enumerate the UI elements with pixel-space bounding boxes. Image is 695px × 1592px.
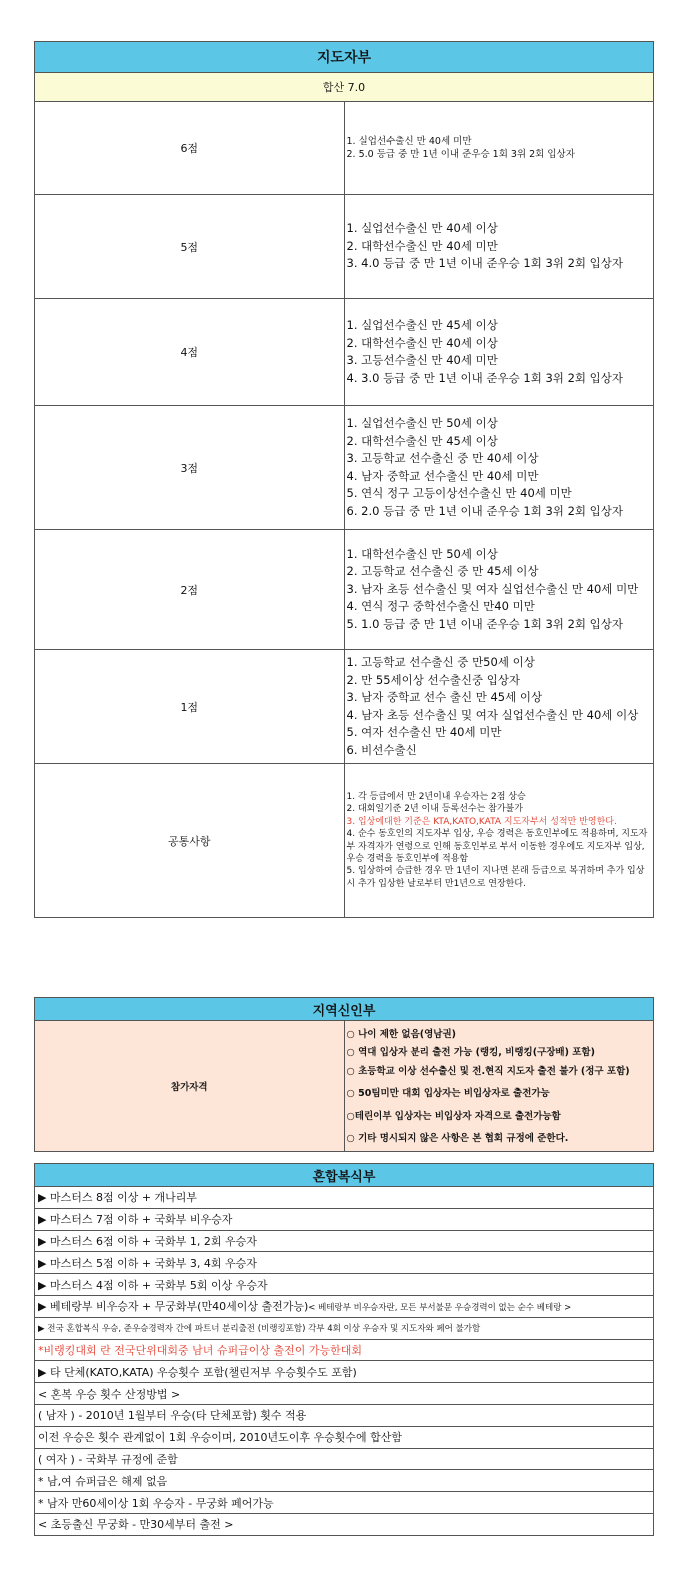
score-criteria — [344, 299, 654, 406]
mixed-rule-row: ▶ 타 단체(KATO,KATA) 우승횟수 포함(챌린저부 우승횟수도 포함) — [35, 1361, 654, 1383]
non-ranking-note-row: *비랭킹대회 란 전국단위대회중 남녀 슈퍼급이상 출전이 가능한대회 — [35, 1339, 654, 1361]
criteria-line: 1. 실업선수출신 만 50세 이상 — [346, 416, 498, 430]
national-rule-row: ▶ 전국 혼합복식 우승, 준우승경력자 간에 파트너 분리출전 (비랭킹포함) 각부 4회 이상 우승자 및 지도자와 페어 불가함 — [35, 1317, 654, 1339]
rule-line: 1. 각 등급에서 만 2년이내 우승자는 2점 상승 — [346, 791, 526, 802]
score-row-1 — [35, 650, 654, 764]
criteria-line: 6. 비선수출신 — [346, 742, 417, 757]
criteria-line: 5. 여자 선수출신 만 40세 미만 — [346, 725, 502, 739]
score-label: 4점 — [35, 299, 345, 406]
mixed-rule-row: < 혼복 우승 횟수 산정방법 > — [35, 1383, 654, 1405]
criteria-line: 3. 고등학교 선수출신 중 만 40세 이상 — [346, 451, 539, 465]
criteria-line: 2. 고등학교 선수출신 중 만 45세 이상 — [346, 564, 539, 579]
mixed-rule-row: * 남자 만60세이상 1회 우승자 - 무궁화 페어가능 — [35, 1492, 654, 1514]
criteria-line: 2. 대학선수출신 만 45세 이상 — [346, 433, 498, 448]
score-criteria — [344, 102, 654, 195]
leader-division-table — [34, 41, 654, 918]
eligibility-item: ○ 나이 제한 없음(영남권) — [346, 1029, 456, 1040]
mixed-rule-row: ( 남자 ) - 2010년 1월부터 우승(타 단체포함) 횟수 적용 — [35, 1404, 654, 1426]
criteria-line: 1. 고등학교 선수출신 중 만50세 이상 — [346, 655, 535, 669]
veteran-rule-main: ▶ 베테랑부 비우승자 + 무궁화부(만40세이상 출전가능) — [38, 1300, 309, 1314]
mixed-doubles-table — [34, 1163, 654, 1536]
criteria-line: 5. 연식 정구 고등이상선수출신 만 40세 미만 — [346, 486, 572, 500]
eligibility-item: ○ 기타 명시되지 않은 사항은 본 협회 규정에 준한다. — [346, 1133, 569, 1144]
mixed-rule-row: ▶ 마스터스 6점 이하 + 국화부 1, 2회 우승자 — [35, 1230, 654, 1252]
score-label: 1점 — [35, 650, 345, 764]
criteria-line: 4. 3.0 등급 중 만 1년 이내 준우승 1회 3위 2회 입상자 — [346, 370, 623, 385]
criteria-line: 1. 실업선수출신 만 40세 이상 — [346, 221, 498, 236]
score-row-5 — [35, 195, 654, 299]
common-rules-row — [35, 764, 654, 918]
rule-line: 5. 입상하여 승급한 경우 만 1년이 지나면 본래 등급으로 복귀하며 추가 입상시 추가 입상한 날로부터 만1년으로 연장한다. — [346, 866, 645, 889]
eligibility-item: ○테린이부 입상자는 비입상자 자격으로 출전가능함 — [346, 1111, 561, 1122]
eligibility-label: 참가자격 — [35, 1021, 345, 1152]
criteria-line: 4. 연식 정구 중학선수출신 만40 미만 — [346, 599, 535, 614]
criteria-line: 2. 만 55세이상 선수출신중 입상자 — [346, 672, 521, 687]
score-label: 2점 — [35, 530, 345, 650]
score-label: 3점 — [35, 406, 345, 530]
criteria-line: 6. 2.0 등급 중 만 1년 이내 준우승 1회 3위 2회 입상자 — [346, 503, 623, 518]
criteria-line: 3. 남자 초등 선수출신 및 여자 실업선수출신 만 40세 미만 — [346, 581, 639, 596]
mixed-rule-row: ▶ 마스터스 5점 이하 + 국화부 3, 4회 우승자 — [35, 1252, 654, 1274]
criteria-line: 3. 고등선수출신 만 40세 미만 — [346, 353, 498, 367]
regional-rookie-table — [34, 997, 654, 1152]
rule-line-highlight: 3. 입상에대한 기준은 KTA,KATO,KATA 지도자부서 성적만 반영한다. — [346, 816, 617, 827]
veteran-rule-note: < 베테랑부 비우승자란, 모든 부서불문 우승경력이 없는 순수 베테랑 > — [308, 1303, 572, 1314]
criteria-line: 2. 5.0 등급 중 만 1년 이내 준우승 1회 3위 2회 입상자 — [346, 149, 575, 160]
eligibility-list — [344, 1021, 654, 1152]
rule-line: 2. 대회일기준 2년 이내 등록선수는 참가불가 — [346, 804, 523, 815]
criteria-line: 2. 대학선수출신 만 40세 미만 — [346, 238, 498, 253]
mixed-rule-row: 이전 우승은 횟수 관계없이 1회 우승이며, 2010년도이후 우승횟수에 합산함 — [35, 1426, 654, 1448]
score-row-6 — [35, 102, 654, 195]
rule-line: 4. 순수 동호인의 지도자부 입상, 우승 경력은 동호인부에도 적용하며, 지도자부 자격자가 연령으로 인해 동호인부로 부서 이동한 경우에도 지도자부 입상, 우승 경력을 동호인부에 적용함 — [346, 829, 648, 864]
common-rules-label: 공통사항 — [35, 764, 345, 918]
leader-division-title: 지도자부 — [35, 42, 654, 73]
mixed-doubles-title: 혼합복식부 — [35, 1164, 654, 1187]
score-row-2 — [35, 530, 654, 650]
score-criteria — [344, 650, 654, 764]
criteria-line: 1. 실업선수출신 만 45세 이상 — [346, 318, 498, 332]
leader-total-score: 합산 7.0 — [35, 73, 654, 102]
mixed-rule-row: ( 여자 ) - 국화부 규정에 준함 — [35, 1448, 654, 1470]
score-label: 6점 — [35, 102, 345, 195]
mixed-rule-row: ▶ 마스터스 4점 이하 + 국화부 5회 이상 우승자 — [35, 1274, 654, 1296]
eligibility-item: ○ 50팀미만 대회 입상자는 비입상자로 출전가능 — [346, 1088, 550, 1099]
score-row-4 — [35, 299, 654, 406]
veteran-rule-row — [35, 1295, 654, 1317]
criteria-line: 3. 4.0 등급 중 만 1년 이내 준우승 1회 3위 2회 입상자 — [346, 256, 623, 271]
criteria-line: 1. 실업선수출신 만 40세 미만 — [346, 136, 472, 147]
eligibility-item: ○ 역대 입상자 분리 출전 가능 (랭킹, 비랭킹(구장배) 포함) — [346, 1047, 595, 1058]
score-row-3 — [35, 406, 654, 530]
criteria-line: 1. 대학선수출신 만 50세 이상 — [346, 546, 498, 561]
mixed-rule-row: ▶ 마스터스 8점 이상 + 개나리부 — [35, 1187, 654, 1209]
mixed-rule-row: * 남,여 슈퍼급은 해제 없음 — [35, 1470, 654, 1492]
common-rules-content — [344, 764, 654, 918]
criteria-line: 4. 남자 중학교 선수출신 만 40세 미만 — [346, 468, 539, 483]
criteria-line: 5. 1.0 등급 중 만 1년 이내 준우승 1회 3위 2회 입상자 — [346, 616, 623, 631]
score-label: 5점 — [35, 195, 345, 299]
score-criteria — [344, 195, 654, 299]
mixed-rule-row: ▶ 마스터스 7점 이하 + 국화부 비우승자 — [35, 1208, 654, 1230]
regional-rookie-title: 지역신인부 — [35, 998, 654, 1021]
criteria-line: 3. 남자 중학교 선수 출신 만 45세 이상 — [346, 690, 543, 704]
score-criteria — [344, 406, 654, 530]
mixed-rule-row: < 초등출신 무궁화 - 만30세부터 출전 > — [35, 1513, 654, 1535]
score-criteria — [344, 530, 654, 650]
criteria-line: 4. 남자 초등 선수출신 및 여자 실업선수출신 만 40세 이상 — [346, 707, 639, 722]
criteria-line: 2. 대학선수출신 만 40세 이상 — [346, 335, 498, 350]
eligibility-item: ○ 초등학교 이상 선수출신 및 전.현직 지도자 출전 불가 (정구 포함) — [346, 1066, 630, 1077]
